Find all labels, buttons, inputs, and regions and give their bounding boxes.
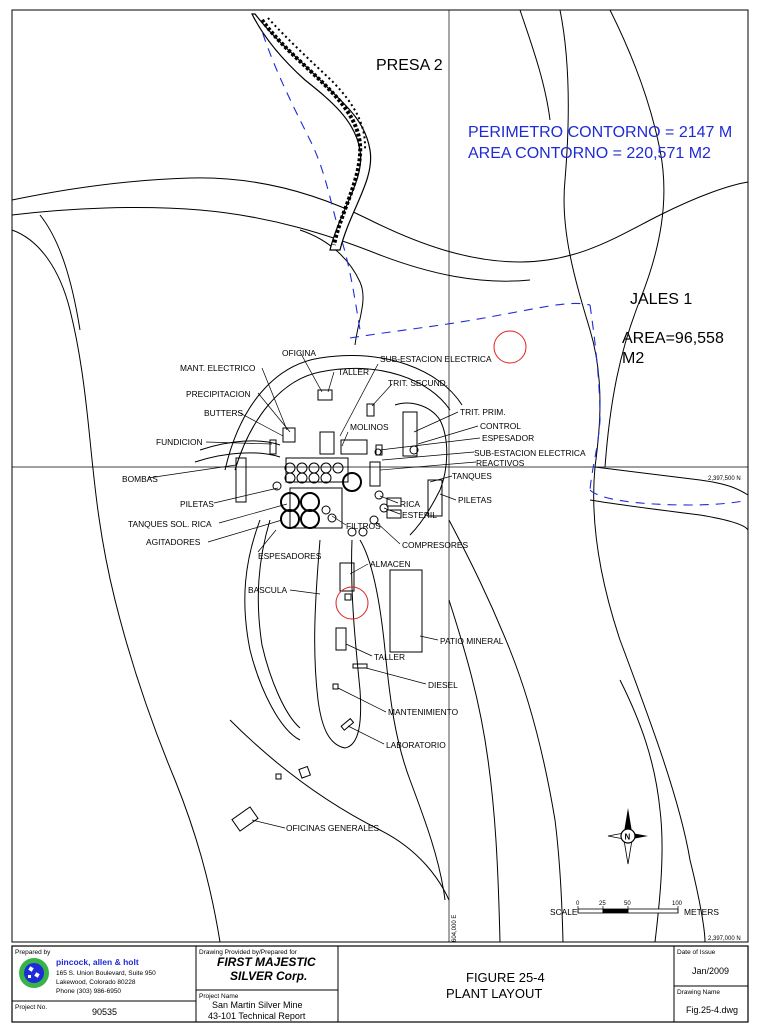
scale-tick-25: 25 xyxy=(599,901,606,907)
company-phone: Phone (303) 986-6950 xyxy=(56,988,122,995)
label-fundicion: FUNDICION xyxy=(156,437,203,447)
scale-label: SCALE xyxy=(550,907,578,917)
title-block xyxy=(12,946,748,1022)
label-trit-prim: TRIT. PRIM. xyxy=(460,407,506,417)
label-espesadores: ESPESADORES xyxy=(258,551,322,561)
drawing-provided-label: Drawing Provided by/Prepared for xyxy=(199,949,297,956)
label-patio-mineral: PATIO MINERAL xyxy=(440,636,504,646)
coord-north-top: 2,397,500 N xyxy=(708,476,741,482)
label-molinos: MOLINOS xyxy=(350,422,389,432)
label-taller-top: TALLER xyxy=(338,367,370,377)
corp-name-1: FIRST MAJESTIC xyxy=(217,955,316,969)
coord-north-bottom: 2,397,000 N xyxy=(708,936,741,942)
drawing-name-label: Drawing Name xyxy=(677,989,720,996)
north-arrow-icon xyxy=(608,808,648,864)
label-esteril: ESTERIL xyxy=(402,510,437,520)
label-compresores: COMPRESORES xyxy=(402,540,469,550)
perimetro-label: PERIMETRO CONTORNO = 2147 M xyxy=(468,124,733,141)
label-oficina: OFICINA xyxy=(282,348,316,358)
project-no-label: Project No. xyxy=(15,1004,48,1011)
label-sub-estacion-mid: SUB-ESTACION ELECTRICA xyxy=(474,448,586,458)
label-sub-estacion-top: SUB-ESTACION ELECTRICA xyxy=(380,354,492,364)
jales-area-label: AREA=96,558 xyxy=(622,330,724,347)
label-espesador: ESPESADOR xyxy=(482,433,535,443)
label-trit-secund: TRIT. SECUND. xyxy=(388,378,449,388)
project-name-1: San Martin Silver Mine xyxy=(212,1000,303,1010)
jales-area-unit: M2 xyxy=(622,350,645,367)
label-piletas-right: PILETAS xyxy=(458,495,492,505)
label-mant-electrico: MANT. ELECTRICO xyxy=(180,363,256,373)
project-no: 90535 xyxy=(92,1007,118,1017)
label-bombas: BOMBAS xyxy=(122,474,158,484)
scale-tick-0: 0 xyxy=(576,901,580,907)
label-almacen: ALMACEN xyxy=(370,559,411,569)
figure-title: PLANT LAYOUT xyxy=(446,986,543,1001)
scale-tick-50: 50 xyxy=(624,901,631,907)
company-address-1: 165 S. Union Boulevard, Suite 950 xyxy=(56,970,156,977)
scale-tick-100: 100 xyxy=(672,901,683,907)
label-taller-bottom: TALLER xyxy=(374,652,406,662)
scale-unit: METERS xyxy=(684,907,719,917)
label-precipitacion: PRECIPITACION xyxy=(186,389,251,399)
dam-hatch xyxy=(252,14,371,250)
figure-number: FIGURE 25-4 xyxy=(466,970,545,985)
label-reactivos: REACTIVOS xyxy=(476,458,525,468)
label-butters: BUTTERS xyxy=(204,408,244,418)
company-address-2: Lakewood, Colorado 80228 xyxy=(56,979,136,986)
date-of-issue: Jan/2009 xyxy=(692,966,730,976)
label-piletas-left: PILETAS xyxy=(180,499,214,509)
label-control: CONTROL xyxy=(480,421,521,431)
corp-name-2: SILVER Corp. xyxy=(230,969,308,983)
scale-bar xyxy=(550,901,719,917)
company-name: pincock, allen & holt xyxy=(56,957,139,967)
label-bascula: BASCULA xyxy=(248,585,288,595)
project-name-2: 43-101 Technical Report xyxy=(208,1011,306,1021)
label-diesel: DIESEL xyxy=(428,680,458,690)
label-mantenimiento: MANTENIMIENTO xyxy=(388,707,459,717)
leader-lines xyxy=(148,352,480,828)
company-logo-icon xyxy=(19,958,49,988)
label-tanques-sol-rica: TANQUES SOL. RICA xyxy=(128,519,212,529)
label-rica: RICA xyxy=(400,499,421,509)
area-contorno-label: AREA CONTORNO = 220,571 M2 xyxy=(468,145,711,162)
label-oficinas-generales: OFICINAS GENERALES xyxy=(286,823,380,833)
coord-east: 604,000 E xyxy=(452,914,458,942)
label-laboratorio: LABORATORIO xyxy=(386,740,446,750)
jales-label: JALES 1 xyxy=(630,291,693,308)
presa-label: PRESA 2 xyxy=(376,57,443,74)
north-label: N xyxy=(624,832,631,842)
buildings xyxy=(232,390,442,831)
label-filtros: FILTROS xyxy=(346,521,381,531)
label-agitadores: AGITADORES xyxy=(146,537,201,547)
prepared-by-label: Prepared by xyxy=(15,949,51,956)
label-tanques: TANQUES xyxy=(452,471,492,481)
project-name-label: Project Name xyxy=(199,993,239,1000)
highlight-circle-jales xyxy=(494,331,526,363)
date-label: Date of Issue xyxy=(677,949,716,956)
drawing-name: Fig.25-4.dwg xyxy=(686,1005,739,1015)
